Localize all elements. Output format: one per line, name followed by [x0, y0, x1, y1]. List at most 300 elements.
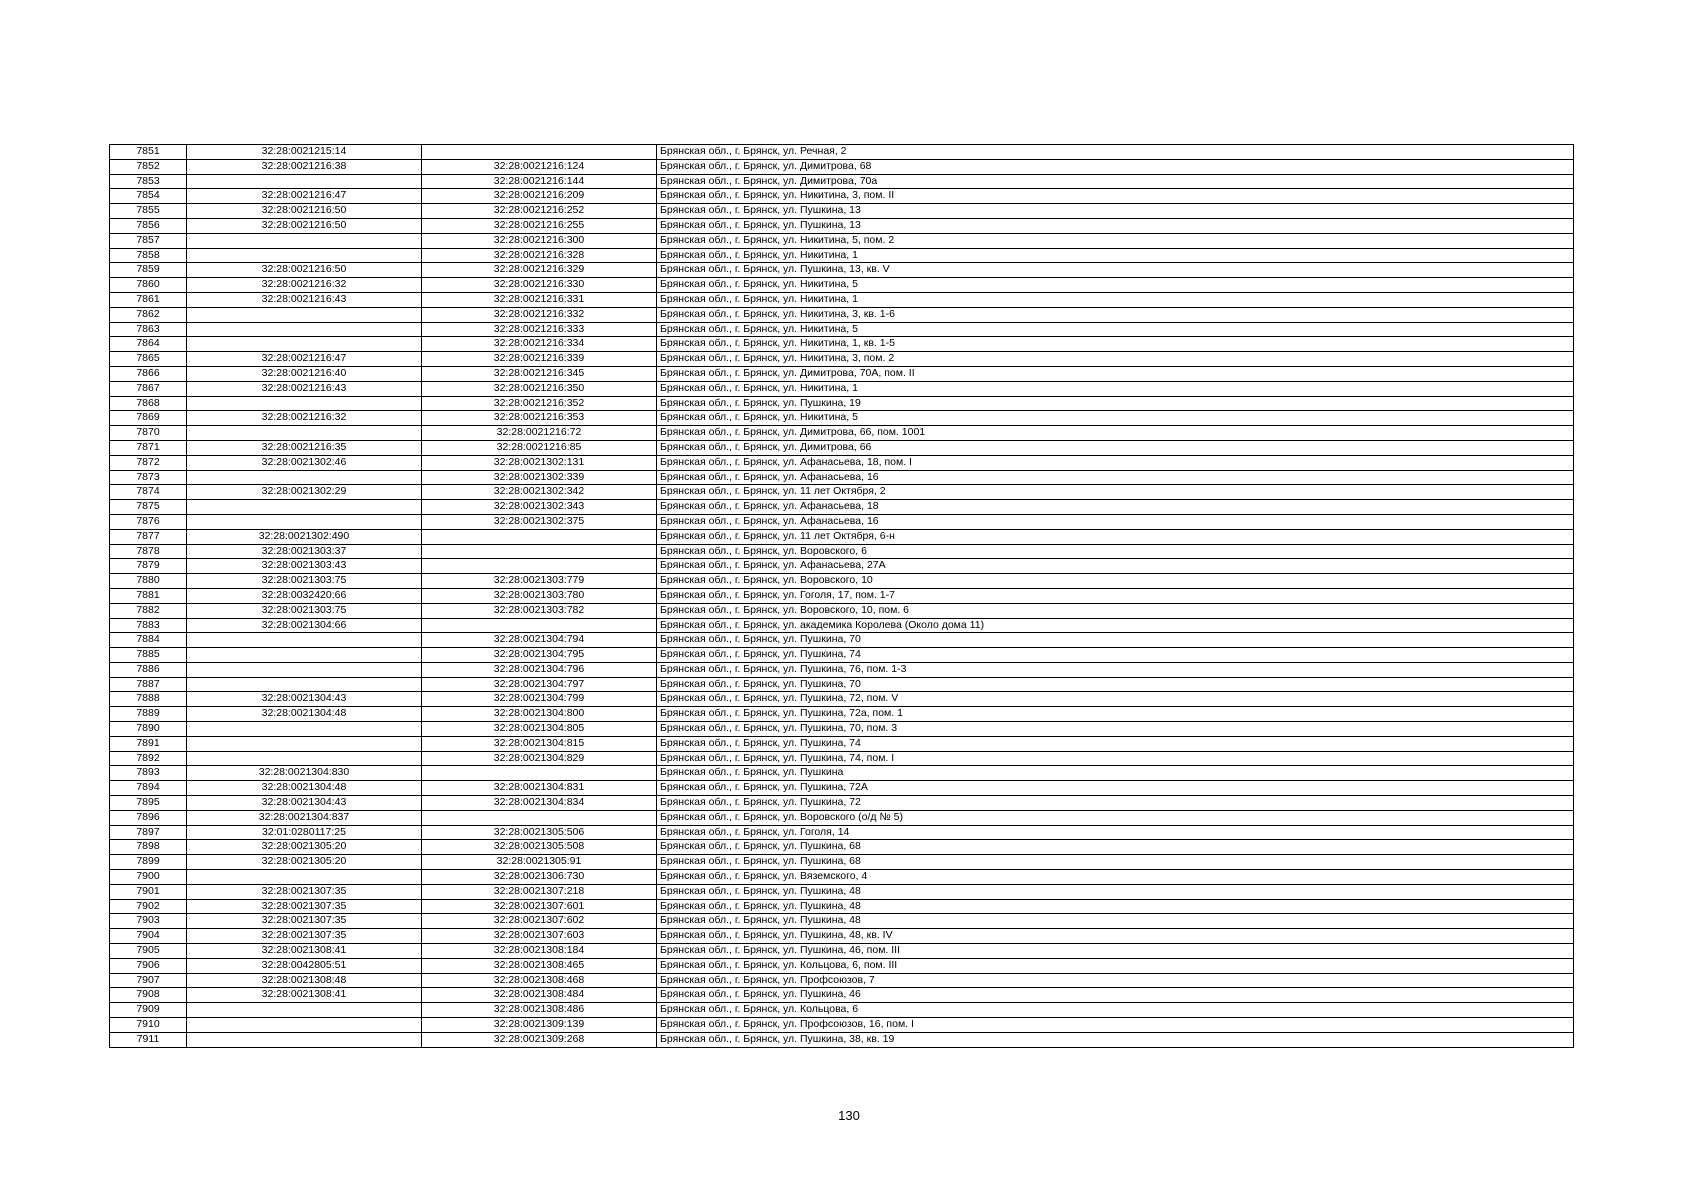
address-cell: Брянская обл., г. Брянск, ул. Пушкина, 70	[657, 633, 1574, 648]
address-cell: Брянская обл., г. Брянск, ул. Никитина, 3, пом. 2	[657, 352, 1574, 367]
address-cell: Брянская обл., г. Брянск, ул. Пушкина, 70, пом. 3	[657, 722, 1574, 737]
land-parcel-number-cell: 32:28:0021304:43	[187, 692, 422, 707]
row-number-cell: 7907	[110, 973, 187, 988]
table-row	[110, 204, 1574, 219]
object-number-cell: 32:28:0021305:508	[422, 840, 657, 855]
object-number-cell: 32:28:0021302:343	[422, 500, 657, 515]
table-row	[110, 307, 1574, 322]
address-cell: Брянская обл., г. Брянск, ул. Пушкина, 72	[657, 796, 1574, 811]
object-number-cell	[422, 145, 657, 160]
address-cell: Брянская обл., г. Брянск, ул. Пушкина, 48	[657, 899, 1574, 914]
table-row	[110, 440, 1574, 455]
table-row	[110, 426, 1574, 441]
table-row	[110, 736, 1574, 751]
object-number-cell: 32:28:0021304:799	[422, 692, 657, 707]
row-number-cell: 7891	[110, 736, 187, 751]
address-cell: Брянская обл., г. Брянск, ул. Димитрова, 70А, пом. II	[657, 366, 1574, 381]
row-number-cell: 7903	[110, 914, 187, 929]
row-number-cell: 7879	[110, 559, 187, 574]
address-cell: Брянская обл., г. Брянск, ул. Афанасьева, 27А	[657, 559, 1574, 574]
object-number-cell: 32:28:0021309:139	[422, 1018, 657, 1033]
row-number-cell: 7865	[110, 352, 187, 367]
land-parcel-number-cell: 32:28:0021303:43	[187, 559, 422, 574]
object-number-cell: 32:28:0021304:829	[422, 751, 657, 766]
land-parcel-number-cell: 32:28:0021302:46	[187, 455, 422, 470]
address-cell: Брянская обл., г. Брянск, ул. Никитина, 1	[657, 381, 1574, 396]
row-number-cell: 7883	[110, 618, 187, 633]
row-number-cell: 7884	[110, 633, 187, 648]
land-parcel-number-cell: 32:28:0021307:35	[187, 884, 422, 899]
address-cell: Брянская обл., г. Брянск, ул. Пушкина	[657, 766, 1574, 781]
row-number-cell: 7874	[110, 485, 187, 500]
row-number-cell: 7888	[110, 692, 187, 707]
land-parcel-number-cell	[187, 870, 422, 885]
table-row	[110, 588, 1574, 603]
object-number-cell: 32:28:0021309:268	[422, 1032, 657, 1047]
table-row	[110, 929, 1574, 944]
land-parcel-number-cell: 32:28:0021216:43	[187, 381, 422, 396]
address-cell: Брянская обл., г. Брянск, ул. Пушкина, 13, кв. V	[657, 263, 1574, 278]
land-parcel-number-cell	[187, 426, 422, 441]
land-parcel-number-cell: 32:28:0021308:41	[187, 988, 422, 1003]
address-cell: Брянская обл., г. Брянск, ул. Никитина, 1	[657, 248, 1574, 263]
table-row	[110, 692, 1574, 707]
row-number-cell: 7856	[110, 218, 187, 233]
land-parcel-number-cell	[187, 500, 422, 515]
object-number-cell: 32:28:0021308:468	[422, 973, 657, 988]
table-row	[110, 648, 1574, 663]
address-cell: Брянская обл., г. Брянск, ул. Пушкина, 48	[657, 914, 1574, 929]
object-number-cell: 32:28:0021303:780	[422, 588, 657, 603]
row-number-cell: 7892	[110, 751, 187, 766]
object-number-cell	[422, 618, 657, 633]
row-number-cell: 7863	[110, 322, 187, 337]
address-cell: Брянская обл., г. Брянск, ул. Никитина, 5, пом. 2	[657, 233, 1574, 248]
row-number-cell: 7870	[110, 426, 187, 441]
table-row	[110, 470, 1574, 485]
row-number-cell: 7875	[110, 500, 187, 515]
row-number-cell: 7905	[110, 944, 187, 959]
address-cell: Брянская обл., г. Брянск, ул. Воровского, 10, пом. 6	[657, 603, 1574, 618]
address-cell: Брянская обл., г. Брянск, ул. Пушкина, 74	[657, 648, 1574, 663]
land-parcel-number-cell	[187, 751, 422, 766]
object-number-cell: 32:28:0021216:345	[422, 366, 657, 381]
row-number-cell: 7861	[110, 292, 187, 307]
object-number-cell: 32:28:0021216:144	[422, 174, 657, 189]
address-cell: Брянская обл., г. Брянск, ул. Пушкина, 38, кв. 19	[657, 1032, 1574, 1047]
address-cell: Брянская обл., г. Брянск, ул. Пушкина, 13	[657, 204, 1574, 219]
table-row	[110, 455, 1574, 470]
object-number-cell: 32:28:0021216:333	[422, 322, 657, 337]
land-parcel-number-cell: 32:28:0021216:32	[187, 278, 422, 293]
table-row	[110, 603, 1574, 618]
land-parcel-number-cell	[187, 722, 422, 737]
object-number-cell: 32:28:0021216:329	[422, 263, 657, 278]
object-number-cell: 32:28:0021216:352	[422, 396, 657, 411]
object-number-cell: 32:28:0021304:800	[422, 707, 657, 722]
row-number-cell: 7887	[110, 677, 187, 692]
table-row	[110, 810, 1574, 825]
object-number-cell: 32:28:0021302:375	[422, 514, 657, 529]
land-parcel-number-cell: 32:28:0021216:50	[187, 204, 422, 219]
table-row	[110, 855, 1574, 870]
table-row	[110, 559, 1574, 574]
address-cell: Брянская обл., г. Брянск, ул. Вяземского, 4	[657, 870, 1574, 885]
row-number-cell: 7894	[110, 781, 187, 796]
land-parcel-number-cell	[187, 1003, 422, 1018]
object-number-cell: 32:28:0021216:252	[422, 204, 657, 219]
row-number-cell: 7851	[110, 145, 187, 160]
object-number-cell: 32:28:0021307:601	[422, 899, 657, 914]
address-cell: Брянская обл., г. Брянск, ул. 11 лет Октября, 6-н	[657, 529, 1574, 544]
address-cell: Брянская обл., г. Брянск, ул. академика Королева (Около дома 11)	[657, 618, 1574, 633]
row-number-cell: 7908	[110, 988, 187, 1003]
object-number-cell: 32:28:0021304:815	[422, 736, 657, 751]
land-parcel-number-cell: 32:28:0021307:35	[187, 914, 422, 929]
address-cell: Брянская обл., г. Брянск, ул. Пушкина, 13	[657, 218, 1574, 233]
object-number-cell: 32:28:0021216:300	[422, 233, 657, 248]
land-parcel-number-cell	[187, 633, 422, 648]
land-parcel-number-cell	[187, 233, 422, 248]
land-parcel-number-cell: 32:28:0021305:20	[187, 840, 422, 855]
row-number-cell: 7866	[110, 366, 187, 381]
table-row	[110, 722, 1574, 737]
land-parcel-number-cell	[187, 396, 422, 411]
land-parcel-number-cell: 32:28:0021302:29	[187, 485, 422, 500]
land-parcel-number-cell: 32:28:0021304:43	[187, 796, 422, 811]
object-number-cell: 32:28:0021216:209	[422, 189, 657, 204]
row-number-cell: 7876	[110, 514, 187, 529]
object-number-cell: 32:28:0021216:328	[422, 248, 657, 263]
row-number-cell: 7880	[110, 574, 187, 589]
object-number-cell: 32:28:0021216:255	[422, 218, 657, 233]
row-number-cell: 7871	[110, 440, 187, 455]
row-number-cell: 7885	[110, 648, 187, 663]
row-number-cell: 7886	[110, 662, 187, 677]
land-parcel-number-cell	[187, 174, 422, 189]
row-number-cell: 7857	[110, 233, 187, 248]
table-row	[110, 366, 1574, 381]
row-number-cell: 7868	[110, 396, 187, 411]
table-row	[110, 352, 1574, 367]
land-parcel-number-cell: 32:28:0021216:50	[187, 263, 422, 278]
address-cell: Брянская обл., г. Брянск, ул. Кольцова, 6	[657, 1003, 1574, 1018]
address-cell: Брянская обл., г. Брянск, ул. Пушкина, 68	[657, 840, 1574, 855]
row-number-cell: 7859	[110, 263, 187, 278]
table-row	[110, 988, 1574, 1003]
land-parcel-number-cell: 32:28:0021307:35	[187, 929, 422, 944]
object-number-cell: 32:28:0021305:506	[422, 825, 657, 840]
address-cell: Брянская обл., г. Брянск, ул. Димитрова, 70а	[657, 174, 1574, 189]
row-number-cell: 7854	[110, 189, 187, 204]
table-row	[110, 781, 1574, 796]
table-row	[110, 278, 1574, 293]
address-cell: Брянская обл., г. Брянск, ул. Пушкина, 76, пом. 1-3	[657, 662, 1574, 677]
table-row	[110, 677, 1574, 692]
object-number-cell: 32:28:0021216:334	[422, 337, 657, 352]
row-number-cell: 7902	[110, 899, 187, 914]
address-cell: Брянская обл., г. Брянск, ул. Афанасьева, 18	[657, 500, 1574, 515]
row-number-cell: 7862	[110, 307, 187, 322]
address-cell: Брянская обл., г. Брянск, ул. Никитина, 5	[657, 322, 1574, 337]
land-parcel-number-cell	[187, 1032, 422, 1047]
object-number-cell: 32:28:0021304:805	[422, 722, 657, 737]
object-number-cell: 32:28:0021304:794	[422, 633, 657, 648]
table-row	[110, 574, 1574, 589]
address-cell: Брянская обл., г. Брянск, ул. Речная, 2	[657, 145, 1574, 160]
object-number-cell: 32:28:0021304:795	[422, 648, 657, 663]
address-cell: Брянская обл., г. Брянск, ул. Афанасьева, 16	[657, 514, 1574, 529]
table-row	[110, 884, 1574, 899]
table-row	[110, 233, 1574, 248]
table-row	[110, 1032, 1574, 1047]
row-number-cell: 7869	[110, 411, 187, 426]
object-number-cell	[422, 766, 657, 781]
object-number-cell: 32:28:0021216:72	[422, 426, 657, 441]
table-row	[110, 292, 1574, 307]
row-number-cell: 7864	[110, 337, 187, 352]
object-number-cell: 32:28:0021216:353	[422, 411, 657, 426]
object-number-cell: 32:28:0021304:797	[422, 677, 657, 692]
address-cell: Брянская обл., г. Брянск, ул. Пушкина, 19	[657, 396, 1574, 411]
address-cell: Брянская обл., г. Брянск, ул. Никитина, 3, пом. II	[657, 189, 1574, 204]
table-row	[110, 381, 1574, 396]
table-row	[110, 263, 1574, 278]
land-parcel-number-cell	[187, 337, 422, 352]
address-cell: Брянская обл., г. Брянск, ул. Профсоюзов, 16, пом. I	[657, 1018, 1574, 1033]
table-row	[110, 973, 1574, 988]
row-number-cell: 7855	[110, 204, 187, 219]
land-parcel-number-cell: 32:28:0021216:47	[187, 189, 422, 204]
address-cell: Брянская обл., г. Брянск, ул. Пушкина, 46	[657, 988, 1574, 1003]
address-cell: Брянская обл., г. Брянск, ул. Воровского (о/д № 5)	[657, 810, 1574, 825]
row-number-cell: 7852	[110, 159, 187, 174]
address-cell: Брянская обл., г. Брянск, ул. Пушкина, 74	[657, 736, 1574, 751]
address-cell: Брянская обл., г. Брянск, ул. Пушкина, 48	[657, 884, 1574, 899]
table-row	[110, 544, 1574, 559]
land-parcel-number-cell: 32:28:0021216:43	[187, 292, 422, 307]
table-row	[110, 899, 1574, 914]
land-parcel-number-cell	[187, 736, 422, 751]
row-number-cell: 7867	[110, 381, 187, 396]
object-number-cell	[422, 529, 657, 544]
address-cell: Брянская обл., г. Брянск, ул. Пушкина, 48, кв. IV	[657, 929, 1574, 944]
object-number-cell: 32:28:0021304:796	[422, 662, 657, 677]
address-cell: Брянская обл., г. Брянск, ул. Димитрова, 68	[657, 159, 1574, 174]
object-number-cell: 32:28:0021216:332	[422, 307, 657, 322]
page-number: 130	[838, 1108, 860, 1123]
land-parcel-number-cell	[187, 662, 422, 677]
address-cell: Брянская обл., г. Брянск, ул. Гоголя, 17, пом. 1-7	[657, 588, 1574, 603]
row-number-cell: 7881	[110, 588, 187, 603]
table-row	[110, 411, 1574, 426]
object-number-cell: 32:28:0021216:330	[422, 278, 657, 293]
object-number-cell: 32:28:0021307:218	[422, 884, 657, 899]
land-parcel-number-cell	[187, 322, 422, 337]
land-parcel-number-cell	[187, 648, 422, 663]
land-parcel-number-cell: 32:28:0021304:48	[187, 781, 422, 796]
table-row	[110, 1003, 1574, 1018]
address-cell: Брянская обл., г. Брянск, ул. Пушкина, 74, пом. I	[657, 751, 1574, 766]
land-parcel-number-cell: 32:28:0021216:50	[187, 218, 422, 233]
address-cell: Брянская обл., г. Брянск, ул. Димитрова, 66	[657, 440, 1574, 455]
object-number-cell: 32:28:0021304:834	[422, 796, 657, 811]
address-cell: Брянская обл., г. Брянск, ул. Афанасьева, 18, пом. I	[657, 455, 1574, 470]
table-row	[110, 337, 1574, 352]
row-number-cell: 7900	[110, 870, 187, 885]
object-number-cell	[422, 544, 657, 559]
row-number-cell: 7860	[110, 278, 187, 293]
address-cell: Брянская обл., г. Брянск, ул. Никитина, 1, кв. 1-5	[657, 337, 1574, 352]
table-row	[110, 174, 1574, 189]
land-parcel-number-cell: 32:28:0021305:20	[187, 855, 422, 870]
row-number-cell: 7893	[110, 766, 187, 781]
land-parcel-number-cell: 32:28:0021304:830	[187, 766, 422, 781]
land-parcel-number-cell: 32:01:0280117:25	[187, 825, 422, 840]
land-parcel-number-cell: 32:28:0021303:75	[187, 574, 422, 589]
table-row	[110, 189, 1574, 204]
object-number-cell: 32:28:0021216:339	[422, 352, 657, 367]
land-parcel-number-cell	[187, 677, 422, 692]
table-row	[110, 796, 1574, 811]
object-number-cell: 32:28:0021308:465	[422, 958, 657, 973]
land-parcel-number-cell: 32:28:0021308:41	[187, 944, 422, 959]
land-parcel-number-cell	[187, 514, 422, 529]
row-number-cell: 7909	[110, 1003, 187, 1018]
table-row	[110, 840, 1574, 855]
address-cell: Брянская обл., г. Брянск, ул. Пушкина, 46, пом. III	[657, 944, 1574, 959]
address-cell: Брянская обл., г. Брянск, ул. Пушкина, 70	[657, 677, 1574, 692]
row-number-cell: 7873	[110, 470, 187, 485]
land-parcel-number-cell: 32:28:0042805:51	[187, 958, 422, 973]
table-row	[110, 870, 1574, 885]
object-number-cell: 32:28:0021302:342	[422, 485, 657, 500]
address-cell: Брянская обл., г. Брянск, ул. Никитина, 3, кв. 1-6	[657, 307, 1574, 322]
table-row	[110, 618, 1574, 633]
object-number-cell: 32:28:0021306:730	[422, 870, 657, 885]
row-number-cell: 7882	[110, 603, 187, 618]
table-row	[110, 914, 1574, 929]
table-row	[110, 500, 1574, 515]
land-parcel-number-cell: 32:28:0021307:35	[187, 899, 422, 914]
object-number-cell: 32:28:0021302:131	[422, 455, 657, 470]
land-parcel-number-cell	[187, 470, 422, 485]
row-number-cell: 7906	[110, 958, 187, 973]
address-cell: Брянская обл., г. Брянск, ул. Пушкина, 72А	[657, 781, 1574, 796]
address-cell: Брянская обл., г. Брянск, ул. Гоголя, 14	[657, 825, 1574, 840]
object-number-cell: 32:28:0021307:603	[422, 929, 657, 944]
row-number-cell: 7858	[110, 248, 187, 263]
registry-table-body	[110, 145, 1574, 1048]
land-parcel-number-cell: 32:28:0021304:837	[187, 810, 422, 825]
land-parcel-number-cell: 32:28:0021304:66	[187, 618, 422, 633]
address-cell: Брянская обл., г. Брянск, ул. Пушкина, 72а, пом. 1	[657, 707, 1574, 722]
address-cell: Брянская обл., г. Брянск, ул. Пушкина, 72, пом. V	[657, 692, 1574, 707]
object-number-cell: 32:28:0021305:91	[422, 855, 657, 870]
table-row	[110, 514, 1574, 529]
address-cell: Брянская обл., г. Брянск, ул. Никитина, 5	[657, 278, 1574, 293]
land-parcel-number-cell	[187, 248, 422, 263]
object-number-cell: 32:28:0021216:350	[422, 381, 657, 396]
row-number-cell: 7898	[110, 840, 187, 855]
land-parcel-number-cell: 32:28:0021215:14	[187, 145, 422, 160]
address-cell: Брянская обл., г. Брянск, ул. Пушкина, 68	[657, 855, 1574, 870]
row-number-cell: 7904	[110, 929, 187, 944]
object-number-cell: 32:28:0021307:602	[422, 914, 657, 929]
land-parcel-number-cell: 32:28:0021304:48	[187, 707, 422, 722]
table-row	[110, 322, 1574, 337]
table-row	[110, 218, 1574, 233]
land-parcel-number-cell: 32:28:0021216:32	[187, 411, 422, 426]
row-number-cell: 7901	[110, 884, 187, 899]
land-parcel-number-cell: 32:28:0021303:37	[187, 544, 422, 559]
object-number-cell: 32:28:0021308:184	[422, 944, 657, 959]
land-parcel-number-cell: 32:28:0021216:40	[187, 366, 422, 381]
object-number-cell	[422, 559, 657, 574]
row-number-cell: 7897	[110, 825, 187, 840]
object-number-cell	[422, 810, 657, 825]
table-row	[110, 751, 1574, 766]
row-number-cell: 7895	[110, 796, 187, 811]
object-number-cell: 32:28:0021216:331	[422, 292, 657, 307]
land-parcel-number-cell: 32:28:0021216:47	[187, 352, 422, 367]
land-parcel-number-cell: 32:28:0021216:35	[187, 440, 422, 455]
table-row	[110, 766, 1574, 781]
land-parcel-number-cell: 32:28:0021216:38	[187, 159, 422, 174]
table-row	[110, 707, 1574, 722]
row-number-cell: 7872	[110, 455, 187, 470]
table-row	[110, 159, 1574, 174]
row-number-cell: 7896	[110, 810, 187, 825]
row-number-cell: 7911	[110, 1032, 187, 1047]
table-row	[110, 485, 1574, 500]
land-parcel-number-cell: 32:28:0021308:48	[187, 973, 422, 988]
land-parcel-number-cell: 32:28:0021302:490	[187, 529, 422, 544]
row-number-cell: 7878	[110, 544, 187, 559]
table-row	[110, 662, 1574, 677]
object-number-cell: 32:28:0021303:782	[422, 603, 657, 618]
address-cell: Брянская обл., г. Брянск, ул. 11 лет Октября, 2	[657, 485, 1574, 500]
row-number-cell: 7899	[110, 855, 187, 870]
object-number-cell: 32:28:0021303:779	[422, 574, 657, 589]
table-row	[110, 958, 1574, 973]
object-number-cell: 32:28:0021216:124	[422, 159, 657, 174]
object-number-cell: 32:28:0021308:486	[422, 1003, 657, 1018]
registry-table	[109, 144, 1574, 1048]
table-row	[110, 1018, 1574, 1033]
row-number-cell: 7889	[110, 707, 187, 722]
land-parcel-number-cell	[187, 1018, 422, 1033]
table-row	[110, 825, 1574, 840]
table-row	[110, 944, 1574, 959]
land-parcel-number-cell	[187, 307, 422, 322]
address-cell: Брянская обл., г. Брянск, ул. Кольцова, 6, пом. III	[657, 958, 1574, 973]
object-number-cell: 32:28:0021308:484	[422, 988, 657, 1003]
table-row	[110, 396, 1574, 411]
address-cell: Брянская обл., г. Брянск, ул. Афанасьева, 16	[657, 470, 1574, 485]
row-number-cell: 7890	[110, 722, 187, 737]
object-number-cell: 32:28:0021304:831	[422, 781, 657, 796]
land-parcel-number-cell: 32:28:0032420:66	[187, 588, 422, 603]
address-cell: Брянская обл., г. Брянск, ул. Профсоюзов, 7	[657, 973, 1574, 988]
row-number-cell: 7910	[110, 1018, 187, 1033]
object-number-cell: 32:28:0021302:339	[422, 470, 657, 485]
land-parcel-number-cell: 32:28:0021303:75	[187, 603, 422, 618]
table-row	[110, 633, 1574, 648]
table-row	[110, 145, 1574, 160]
address-cell: Брянская обл., г. Брянск, ул. Димитрова, 66, пом. 1001	[657, 426, 1574, 441]
address-cell: Брянская обл., г. Брянск, ул. Никитина, 5	[657, 411, 1574, 426]
